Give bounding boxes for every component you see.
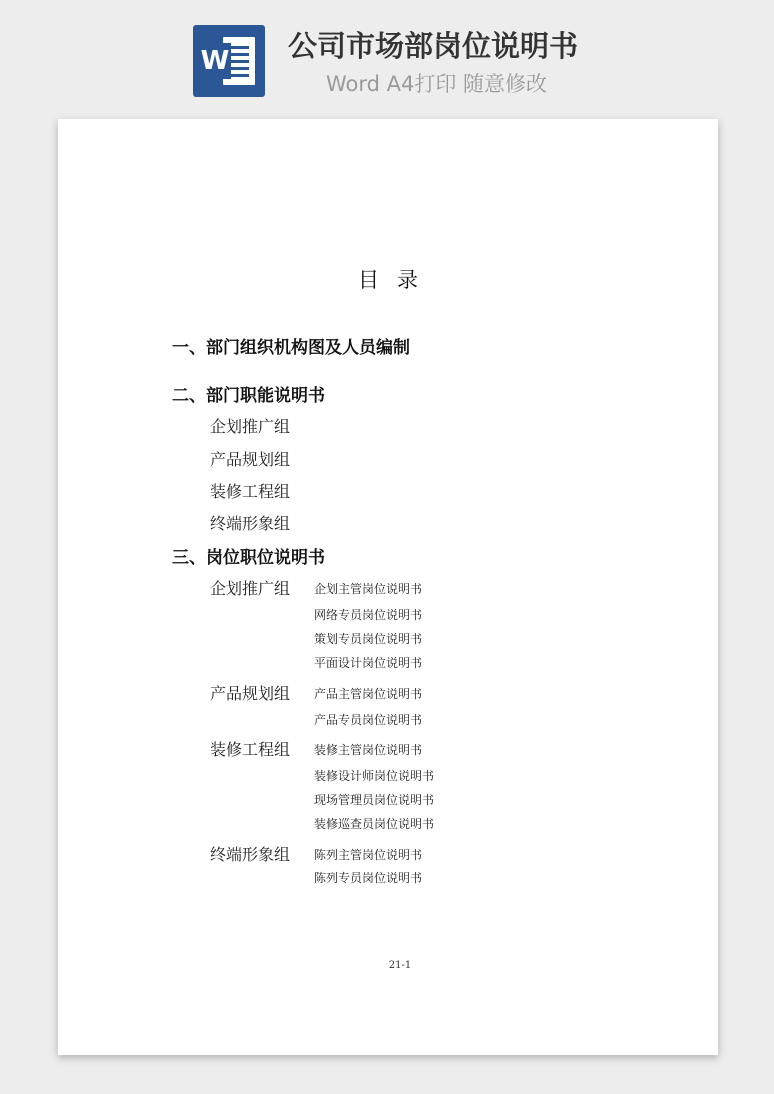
toc-group[interactable]: 终端形象组 [210, 514, 291, 533]
toc-item[interactable]: 装修主管岗位说明书 [314, 743, 423, 757]
toc-section-2[interactable]: 二、部门职能说明书 [172, 386, 325, 406]
toc-item[interactable]: 平面设计岗位说明书 [314, 656, 423, 670]
toc-item[interactable]: 陈列专员岗位说明书 [314, 871, 423, 885]
toc-item[interactable]: 网络专员岗位说明书 [314, 608, 423, 622]
toc-section-1[interactable]: 一、部门组织机构图及人员编制 [172, 338, 410, 358]
toc-item[interactable]: 现场管理员岗位说明书 [314, 793, 435, 807]
page-number: 21-1 [388, 960, 412, 971]
watermark [110, 492, 126, 511]
toc-group[interactable]: 企划推广组 [210, 579, 291, 598]
toc-item[interactable]: 策划专员岗位说明书 [314, 632, 423, 646]
toc-group[interactable]: 装修工程组 [210, 740, 291, 759]
toc-group[interactable]: 产品规划组 [210, 450, 291, 469]
word-logo-letter: W [199, 43, 231, 79]
toc-group[interactable]: 企划推广组 [210, 417, 291, 436]
toc-group[interactable]: 终端形象组 [210, 845, 291, 864]
toc-section-3[interactable]: 三、岗位职位说明书 [172, 548, 325, 568]
page-subtitle: Word A4打印 随意修改 [326, 72, 548, 96]
toc-group[interactable]: 装修工程组 [210, 482, 291, 501]
header [0, 0, 774, 118]
toc-title: 目录 [358, 268, 436, 292]
toc-item[interactable]: 陈列主管岗位说明书 [314, 848, 423, 862]
page-title: 公司市场部岗位说明书 [288, 29, 579, 63]
toc-item[interactable]: 企划主管岗位说明书 [314, 582, 423, 596]
toc-item[interactable]: 产品主管岗位说明书 [314, 687, 423, 701]
toc-item[interactable]: 产品专员岗位说明书 [314, 713, 423, 727]
toc-item[interactable]: 装修巡查员岗位说明书 [314, 817, 435, 831]
document-page [58, 119, 718, 1055]
word-icon [193, 25, 265, 97]
toc-item[interactable]: 装修设计师岗位说明书 [314, 769, 435, 783]
toc-group[interactable]: 产品规划组 [210, 684, 291, 703]
